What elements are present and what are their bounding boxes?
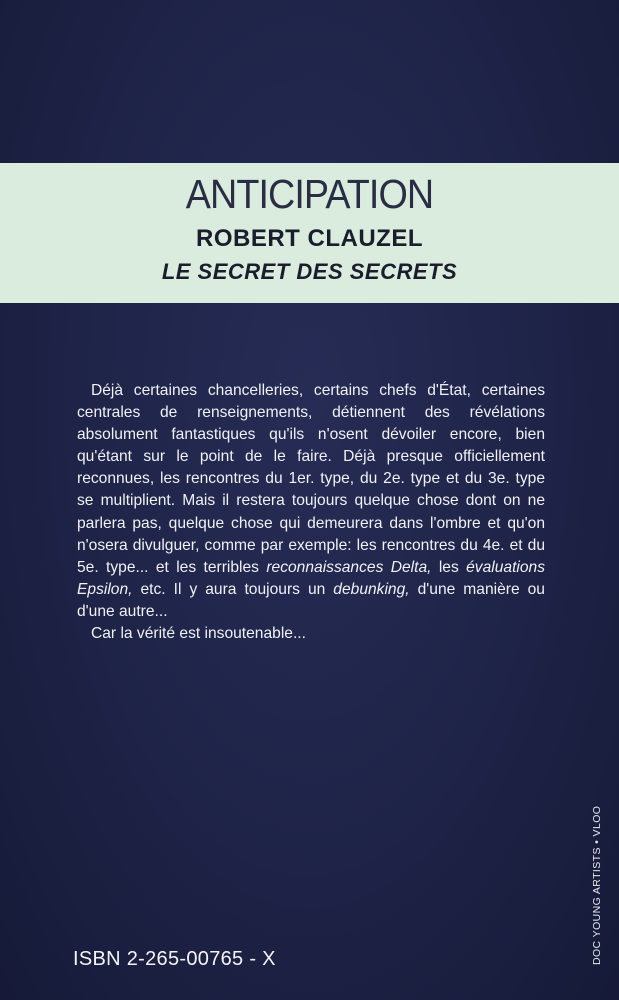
blurb-paragraph-1 [77,380,545,623]
title-band [0,163,619,303]
blurb-text-segment: d'une manière ou d'une autre... [77,580,545,620]
blurb-text-segment: les [431,558,467,576]
blurb-emphasis-epsilon: évaluations Epsilon, [77,558,546,598]
blurb-text-segment: Déjà certaines chancelleries, certains chefs d'État, certaines centrales de renseignements, détiennent des révélations absolument fantastiques qu'ils n'osent dévoiler encore, bien qu'étant sur le point de le faire. Déjà presque officiellement reconnues, les rencontres du 1er. type, du 2e. type et du 3e. type se multiplient. Mais il restera toujours quelque chose dont on ne parlera pas, quelque chose qui demeurera dans l'ombre et qu'on n'osera divulguer, comme par exemple: les rencontres du 4e. et du 5e. type... et les terribles [77,382,545,576]
blurb-text-segment: etc. Il y aura toujours un [132,580,334,598]
illustration-credit: DOC YOUNG ARTISTS • VLOO [591,805,603,965]
blurb-emphasis-delta: reconnaissances Delta, [266,558,432,576]
author-name: ROBERT CLAUZEL [196,225,423,252]
blurb-paragraph-2: Car la vérité est insoutenable... [91,625,306,643]
blurb-emphasis-debunking: debunking, [333,580,410,598]
isbn-number: ISBN 2-265-00765 - X [73,948,276,970]
blurb-text [77,380,545,645]
book-title: LE SECRET DES SECRETS [161,259,458,284]
collection-name: ANTICIPATION [185,171,434,217]
